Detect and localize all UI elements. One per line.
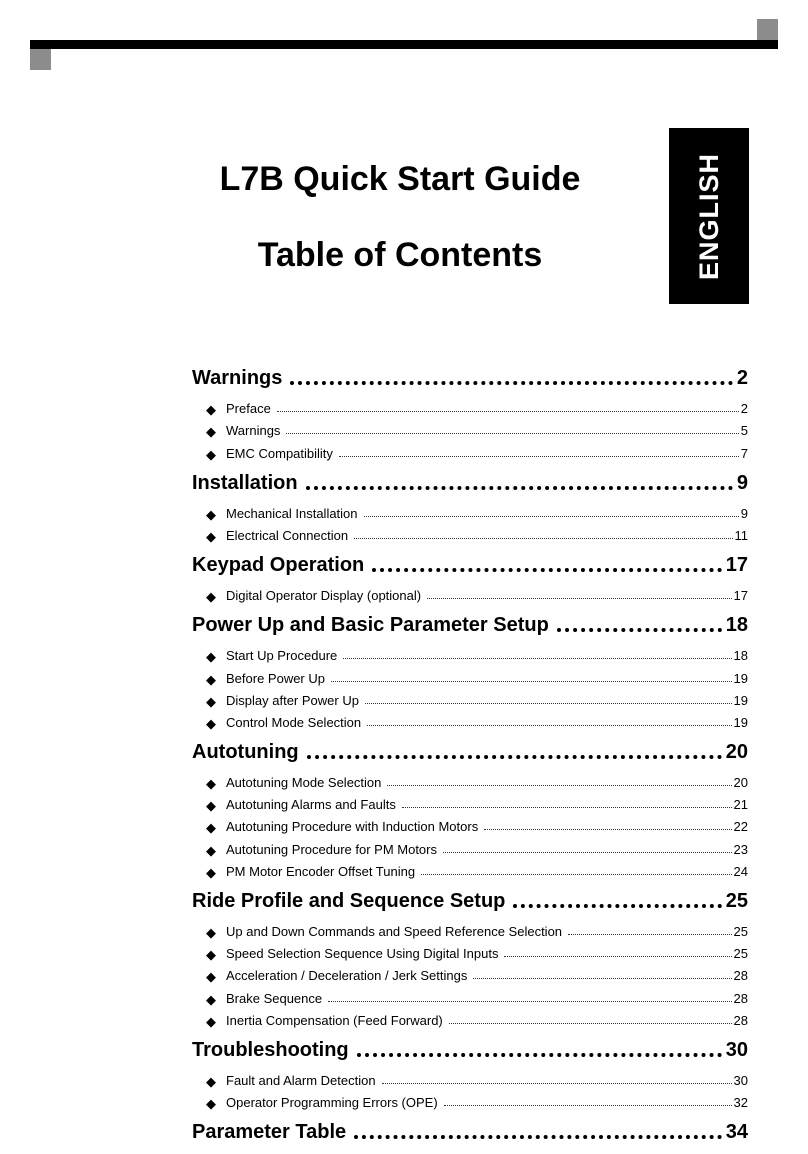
- section-page-number: 17: [725, 553, 748, 576]
- toc-section-entry[interactable]: [192, 1032, 748, 1062]
- toc-subsection-entry[interactable]: [192, 438, 748, 460]
- subsection-title: Fault and Alarm Detection: [226, 1072, 376, 1088]
- toc-subsection-entry[interactable]: [192, 812, 748, 834]
- dot-leader: [277, 411, 739, 412]
- subsection-page-number: 11: [734, 527, 748, 543]
- toc-subsection-entry[interactable]: [192, 499, 748, 521]
- toc-subsection-entry[interactable]: [192, 581, 748, 603]
- toc-subsection-entry[interactable]: [192, 708, 748, 730]
- header-corner-square-right: [757, 19, 778, 40]
- dot-leader: [307, 755, 722, 759]
- toc-section-entry[interactable]: [192, 547, 748, 577]
- subsection-title: Acceleration / Deceleration / Jerk Settings: [226, 968, 468, 984]
- diamond-bullet-icon: ◆: [206, 820, 216, 836]
- dot-leader: [354, 538, 732, 539]
- subsection-page-number: 18: [733, 648, 748, 664]
- section-page-number: 9: [736, 471, 748, 494]
- dot-leader: [365, 703, 732, 704]
- subsection-title: Control Mode Selection: [226, 714, 362, 730]
- section-page-number: 2: [736, 367, 748, 389]
- dot-leader: [328, 1001, 731, 1002]
- diamond-bullet-icon: ◆: [206, 925, 216, 940]
- subsection-page-number: 9: [740, 505, 748, 521]
- section-title: Keypad Operation: [192, 553, 365, 576]
- section-title: Warnings: [192, 367, 283, 389]
- subsection-title: Before Power Up: [226, 670, 325, 686]
- subsection-page-number: 25: [733, 946, 748, 962]
- dot-leader: [513, 904, 721, 908]
- toc-subsection-entry[interactable]: [192, 394, 748, 416]
- dot-leader: [427, 598, 731, 599]
- language-tab: [669, 128, 749, 304]
- subsection-title: Preface: [226, 401, 271, 417]
- subsection-page-number: 22: [733, 819, 748, 835]
- toc-subsection-entry[interactable]: [192, 983, 748, 1005]
- dot-leader: [421, 874, 731, 875]
- toc-subsection-entry[interactable]: [192, 416, 748, 438]
- dot-leader: [443, 852, 732, 853]
- toc-section-entry[interactable]: [192, 607, 748, 637]
- diamond-bullet-icon: ◆: [206, 991, 216, 1007]
- subsection-page-number: 7: [740, 445, 748, 461]
- subsection-page-number: 24: [733, 863, 748, 879]
- subsection-title: Mechanical Installation: [226, 505, 358, 521]
- diamond-bullet-icon: ◆: [206, 969, 216, 985]
- subsection-title: Autotuning Alarms and Faults: [226, 797, 396, 813]
- subsection-title: Speed Selection Sequence Using Digital Inputs: [226, 946, 499, 962]
- dot-leader: [286, 433, 738, 434]
- diamond-bullet-icon: ◆: [206, 776, 216, 792]
- subsection-title: Electrical Connection: [226, 527, 349, 543]
- subsection-title: Inertia Compensation (Feed Forward): [226, 1012, 443, 1028]
- diamond-bullet-icon: ◆: [206, 446, 216, 462]
- toc-section-entry[interactable]: [192, 734, 748, 764]
- dot-leader: [339, 456, 739, 457]
- diamond-bullet-icon: ◆: [206, 649, 216, 665]
- dot-leader: [306, 486, 733, 490]
- section-title: Power Up and Basic Parameter Setup: [192, 614, 549, 637]
- section-page-number: 34: [725, 1121, 748, 1144]
- subsection-title: Brake Sequence: [226, 990, 323, 1006]
- dot-leader: [449, 1023, 732, 1024]
- dot-leader: [504, 956, 731, 957]
- subsection-page-number: 19: [733, 670, 748, 686]
- section-page-number: 30: [725, 1038, 748, 1061]
- toc-subsection-entry[interactable]: [192, 1088, 748, 1110]
- subsection-page-number: 28: [733, 1012, 748, 1028]
- subsection-title: Autotuning Procedure for PM Motors: [226, 841, 437, 857]
- toc-subsection-entry[interactable]: [192, 790, 748, 812]
- toc-subsection-entry[interactable]: [192, 521, 748, 543]
- dot-leader: [473, 978, 731, 979]
- dot-leader: [382, 1083, 732, 1084]
- subsection-title: Autotuning Mode Selection: [226, 775, 382, 791]
- section-page-number: 20: [725, 740, 748, 763]
- diamond-bullet-icon: ◆: [206, 589, 216, 605]
- dot-leader: [364, 516, 739, 517]
- section-title: Troubleshooting: [192, 1038, 349, 1061]
- header-rule: [30, 40, 778, 49]
- subsection-page-number: 28: [733, 990, 748, 1006]
- diamond-bullet-icon: ◆: [206, 947, 216, 963]
- toc-subsection-entry[interactable]: [192, 961, 748, 983]
- dot-leader: [343, 658, 731, 659]
- toc-subsection-entry[interactable]: [192, 663, 748, 685]
- toc-subsection-entry[interactable]: [192, 834, 748, 856]
- dot-leader: [354, 1135, 722, 1139]
- diamond-bullet-icon: ◆: [206, 528, 216, 544]
- dot-leader: [402, 807, 732, 808]
- subsection-title: PM Motor Encoder Offset Tuning: [226, 863, 416, 879]
- section-title: Parameter Table: [192, 1121, 347, 1144]
- subsection-page-number: 20: [733, 775, 748, 791]
- toc-subsection-entry[interactable]: [192, 1006, 748, 1028]
- toc-section-entry[interactable]: [192, 360, 748, 390]
- diamond-bullet-icon: ◆: [206, 402, 216, 418]
- toc-subsection-entry[interactable]: [192, 686, 748, 708]
- dot-leader: [568, 934, 731, 935]
- subsection-title: Display after Power Up: [226, 692, 359, 708]
- subsection-title: EMC Compatibility: [226, 445, 333, 461]
- document-title: L7B Quick Start Guide: [219, 160, 581, 198]
- diamond-bullet-icon: ◆: [206, 1073, 216, 1089]
- toc-subsection-entry[interactable]: [192, 768, 748, 790]
- toc-section-entry[interactable]: [192, 1114, 748, 1144]
- subsection-page-number: 19: [733, 692, 748, 708]
- diamond-bullet-icon: ◆: [206, 1013, 216, 1029]
- toc-subsection-entry[interactable]: [192, 1066, 748, 1088]
- table-of-contents: [192, 360, 748, 1148]
- dot-leader: [387, 785, 731, 786]
- diamond-bullet-icon: ◆: [206, 671, 216, 687]
- subsection-page-number: 5: [740, 423, 748, 439]
- section-page-number: 18: [725, 614, 748, 637]
- dot-leader: [484, 829, 731, 830]
- dot-leader: [372, 568, 721, 572]
- toc-section-entry[interactable]: [192, 465, 748, 495]
- toc-section-entry[interactable]: [192, 883, 748, 913]
- subsection-title: Warnings: [226, 423, 281, 439]
- section-title: Installation: [192, 471, 298, 494]
- dot-leader: [290, 381, 733, 385]
- subsection-page-number: 19: [733, 714, 748, 730]
- subsection-page-number: 32: [733, 1095, 748, 1111]
- toc-subsection-entry[interactable]: [192, 917, 748, 939]
- header-corner-square-left: [30, 49, 51, 70]
- diamond-bullet-icon: ◆: [206, 506, 216, 522]
- dot-leader: [367, 725, 731, 726]
- subsection-title: Up and Down Commands and Speed Reference Selection: [226, 924, 563, 939]
- toc-heading: Table of Contents: [257, 236, 543, 274]
- subsection-title: Digital Operator Display (optional): [226, 588, 422, 604]
- diamond-bullet-icon: ◆: [206, 798, 216, 814]
- toc-subsection-entry[interactable]: [192, 641, 748, 663]
- section-page-number: 25: [725, 889, 748, 912]
- subsection-page-number: 21: [733, 797, 748, 813]
- subsection-page-number: 2: [740, 401, 748, 417]
- subsection-page-number: 28: [733, 968, 748, 984]
- subsection-page-number: 17: [733, 588, 748, 604]
- subsection-title: Operator Programming Errors (OPE): [226, 1095, 438, 1111]
- subsection-page-number: 25: [733, 924, 748, 939]
- diamond-bullet-icon: ◆: [206, 842, 216, 858]
- subsection-page-number: 30: [733, 1072, 748, 1088]
- dot-leader: [331, 681, 732, 682]
- section-title: Ride Profile and Sequence Setup: [192, 889, 506, 912]
- dot-leader: [444, 1105, 732, 1106]
- toc-subsection-entry[interactable]: [192, 857, 748, 879]
- diamond-bullet-icon: ◆: [206, 424, 216, 440]
- subsection-title: Start Up Procedure: [226, 648, 338, 664]
- subsection-title: Autotuning Procedure with Induction Motors: [226, 819, 479, 835]
- dot-leader: [557, 628, 722, 632]
- language-tab-label: ENGLISH: [693, 152, 724, 280]
- section-title: Autotuning: [192, 740, 299, 763]
- diamond-bullet-icon: ◆: [206, 693, 216, 709]
- diamond-bullet-icon: ◆: [206, 1096, 216, 1112]
- dot-leader: [357, 1053, 722, 1057]
- diamond-bullet-icon: ◆: [206, 715, 216, 731]
- subsection-page-number: 23: [733, 841, 748, 857]
- toc-subsection-entry[interactable]: [192, 939, 748, 961]
- diamond-bullet-icon: ◆: [206, 864, 216, 880]
